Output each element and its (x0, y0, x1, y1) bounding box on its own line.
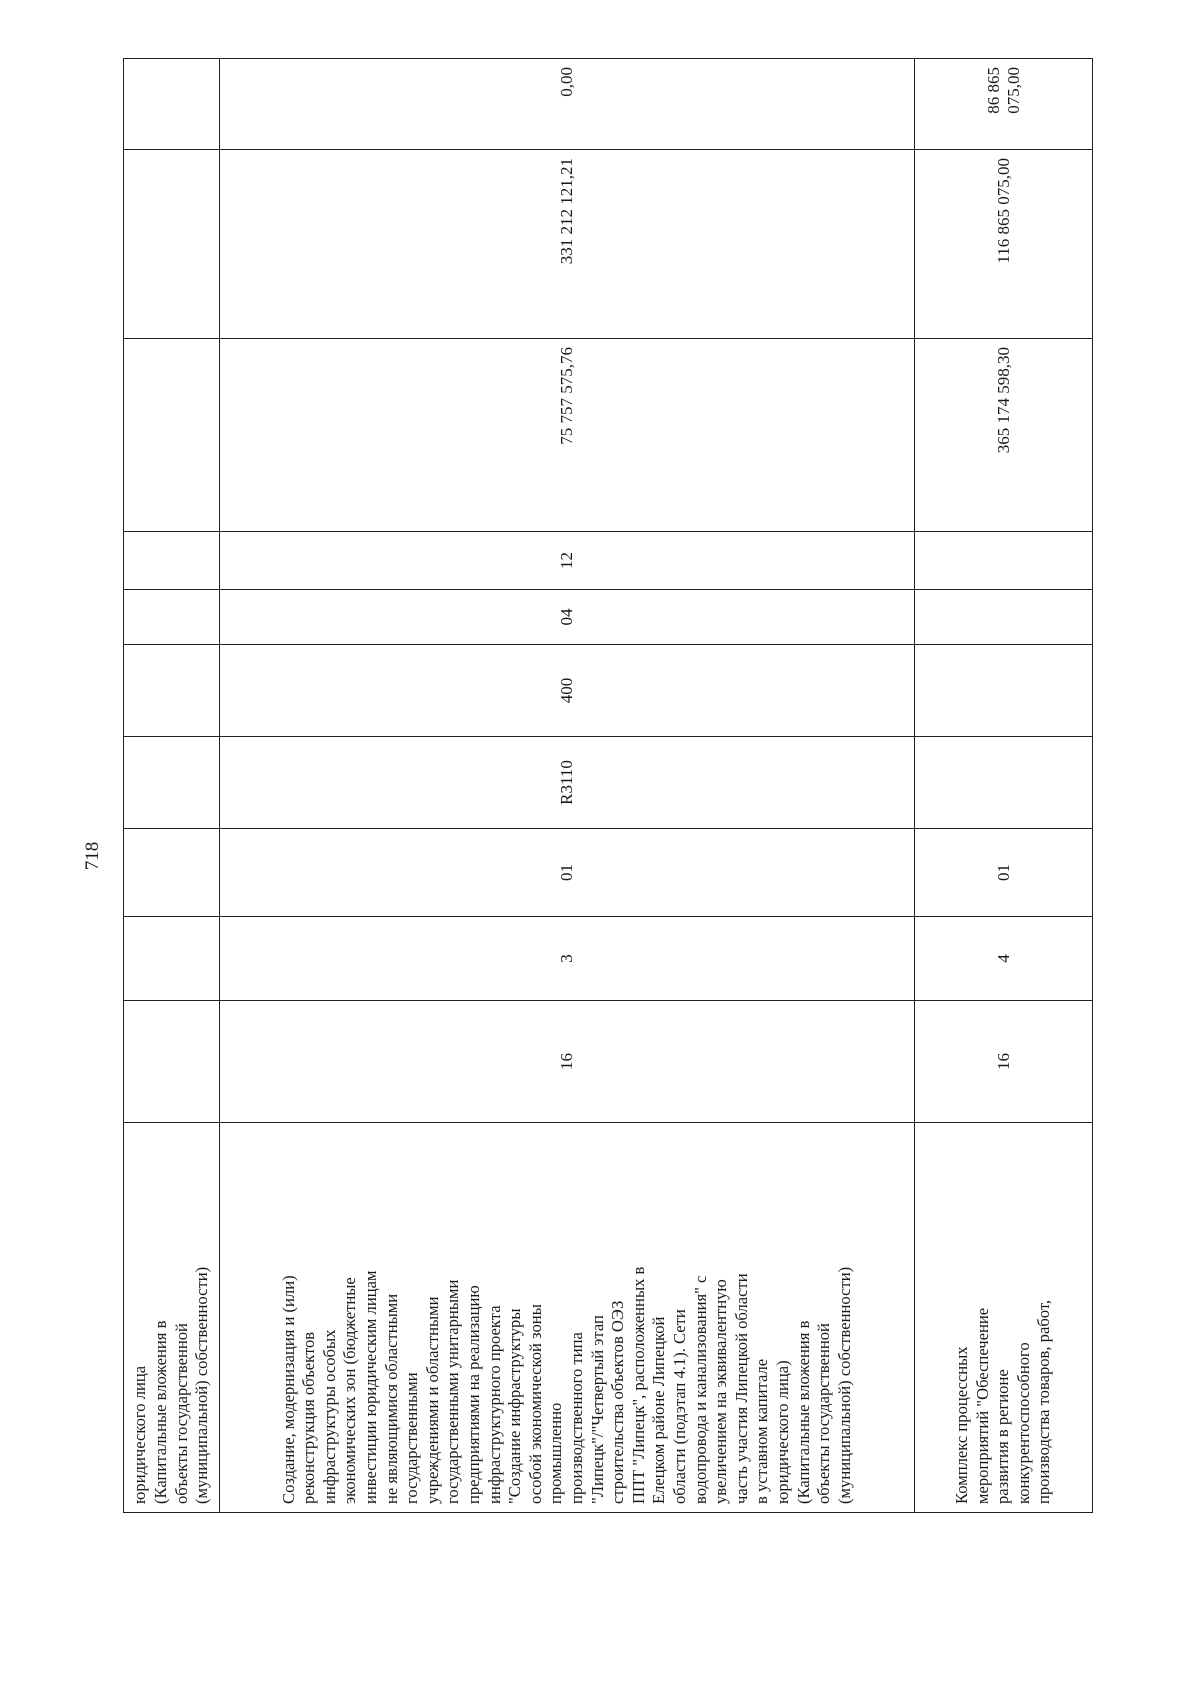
section-code-cell (915, 590, 1093, 645)
expense-type-cell (124, 645, 220, 737)
amount-year1-cell: 365 174 598,30 (915, 339, 1093, 532)
amount-year3-cell: 86 865 075,00 (915, 59, 1093, 150)
amount-year3-cell: 0,00 (220, 59, 915, 150)
subprogram-code-cell: 4 (915, 917, 1093, 1001)
row-name-cell: Комплекс процессных мероприятий "Обеспечение развития в регионе конкурентоспособного производства товаров, работ, (915, 1123, 1093, 1513)
table-row (124, 59, 220, 1513)
subprogram-code-cell (124, 917, 220, 1001)
measure-code-cell: 01 (915, 829, 1093, 917)
measure-code-cell: 01 (220, 829, 915, 917)
amount-year2-cell: 116 865 075,00 (915, 150, 1093, 339)
section-code-cell: 04 (220, 590, 915, 645)
table-wrapper (123, 59, 1092, 1513)
row-name-cell: Создание, модернизация и (или) реконструкция объектов инфраструктуры особых экономических зон (бюджетные инвестиции юридическим лицам не являющимися областными государственными учреждениями и областными государственными унитарными предприятиями на реализацию инфраструктурного проекта "Создание инфраструктуры особой экономической зоны промышленно производственного типа "Липецк"/"Четвертый этап строительства объектов ОЭЗ ППТ "Липецк", расположенных в Елецком районе Липецкой области (подэтап 4.1). Сети водопровода и канализования" с увеличением на эквивалентную часть участия Липецкой области в уставном капитале юридического лица) (Капитальные вложения в объекты государственной (муниципальной) собственности) (220, 1123, 915, 1513)
table-row (915, 59, 1093, 1513)
amount-year2-cell: 331 212 121,21 (220, 150, 915, 339)
subprogram-code-cell: 3 (220, 917, 915, 1001)
measure-code-cell (124, 829, 220, 917)
amount-year2-cell (124, 150, 220, 339)
amount-year1-cell: 75 757 575,76 (220, 339, 915, 532)
gp-code-cell: 16 (220, 1001, 915, 1123)
subsection-code-cell (124, 532, 220, 590)
page-number: 718 (82, 841, 103, 871)
amount-year1-cell (124, 339, 220, 532)
section-code-cell (124, 590, 220, 645)
direction-code-cell: R3110 (220, 737, 915, 829)
budget-table (123, 58, 1093, 1513)
expense-type-cell: 400 (220, 645, 915, 737)
subsection-code-cell (915, 532, 1093, 590)
direction-code-cell (124, 737, 220, 829)
gp-code-cell: 16 (915, 1001, 1093, 1123)
direction-code-cell (915, 737, 1093, 829)
subsection-code-cell: 12 (220, 532, 915, 590)
expense-type-cell (915, 645, 1093, 737)
amount-year3-cell (124, 59, 220, 150)
gp-code-cell (124, 1001, 220, 1123)
table-row (220, 59, 915, 1513)
row-name-cell: юридического лица (Капитальные вложения в объекты государственной (муниципальной) собственности) (124, 1123, 220, 1513)
